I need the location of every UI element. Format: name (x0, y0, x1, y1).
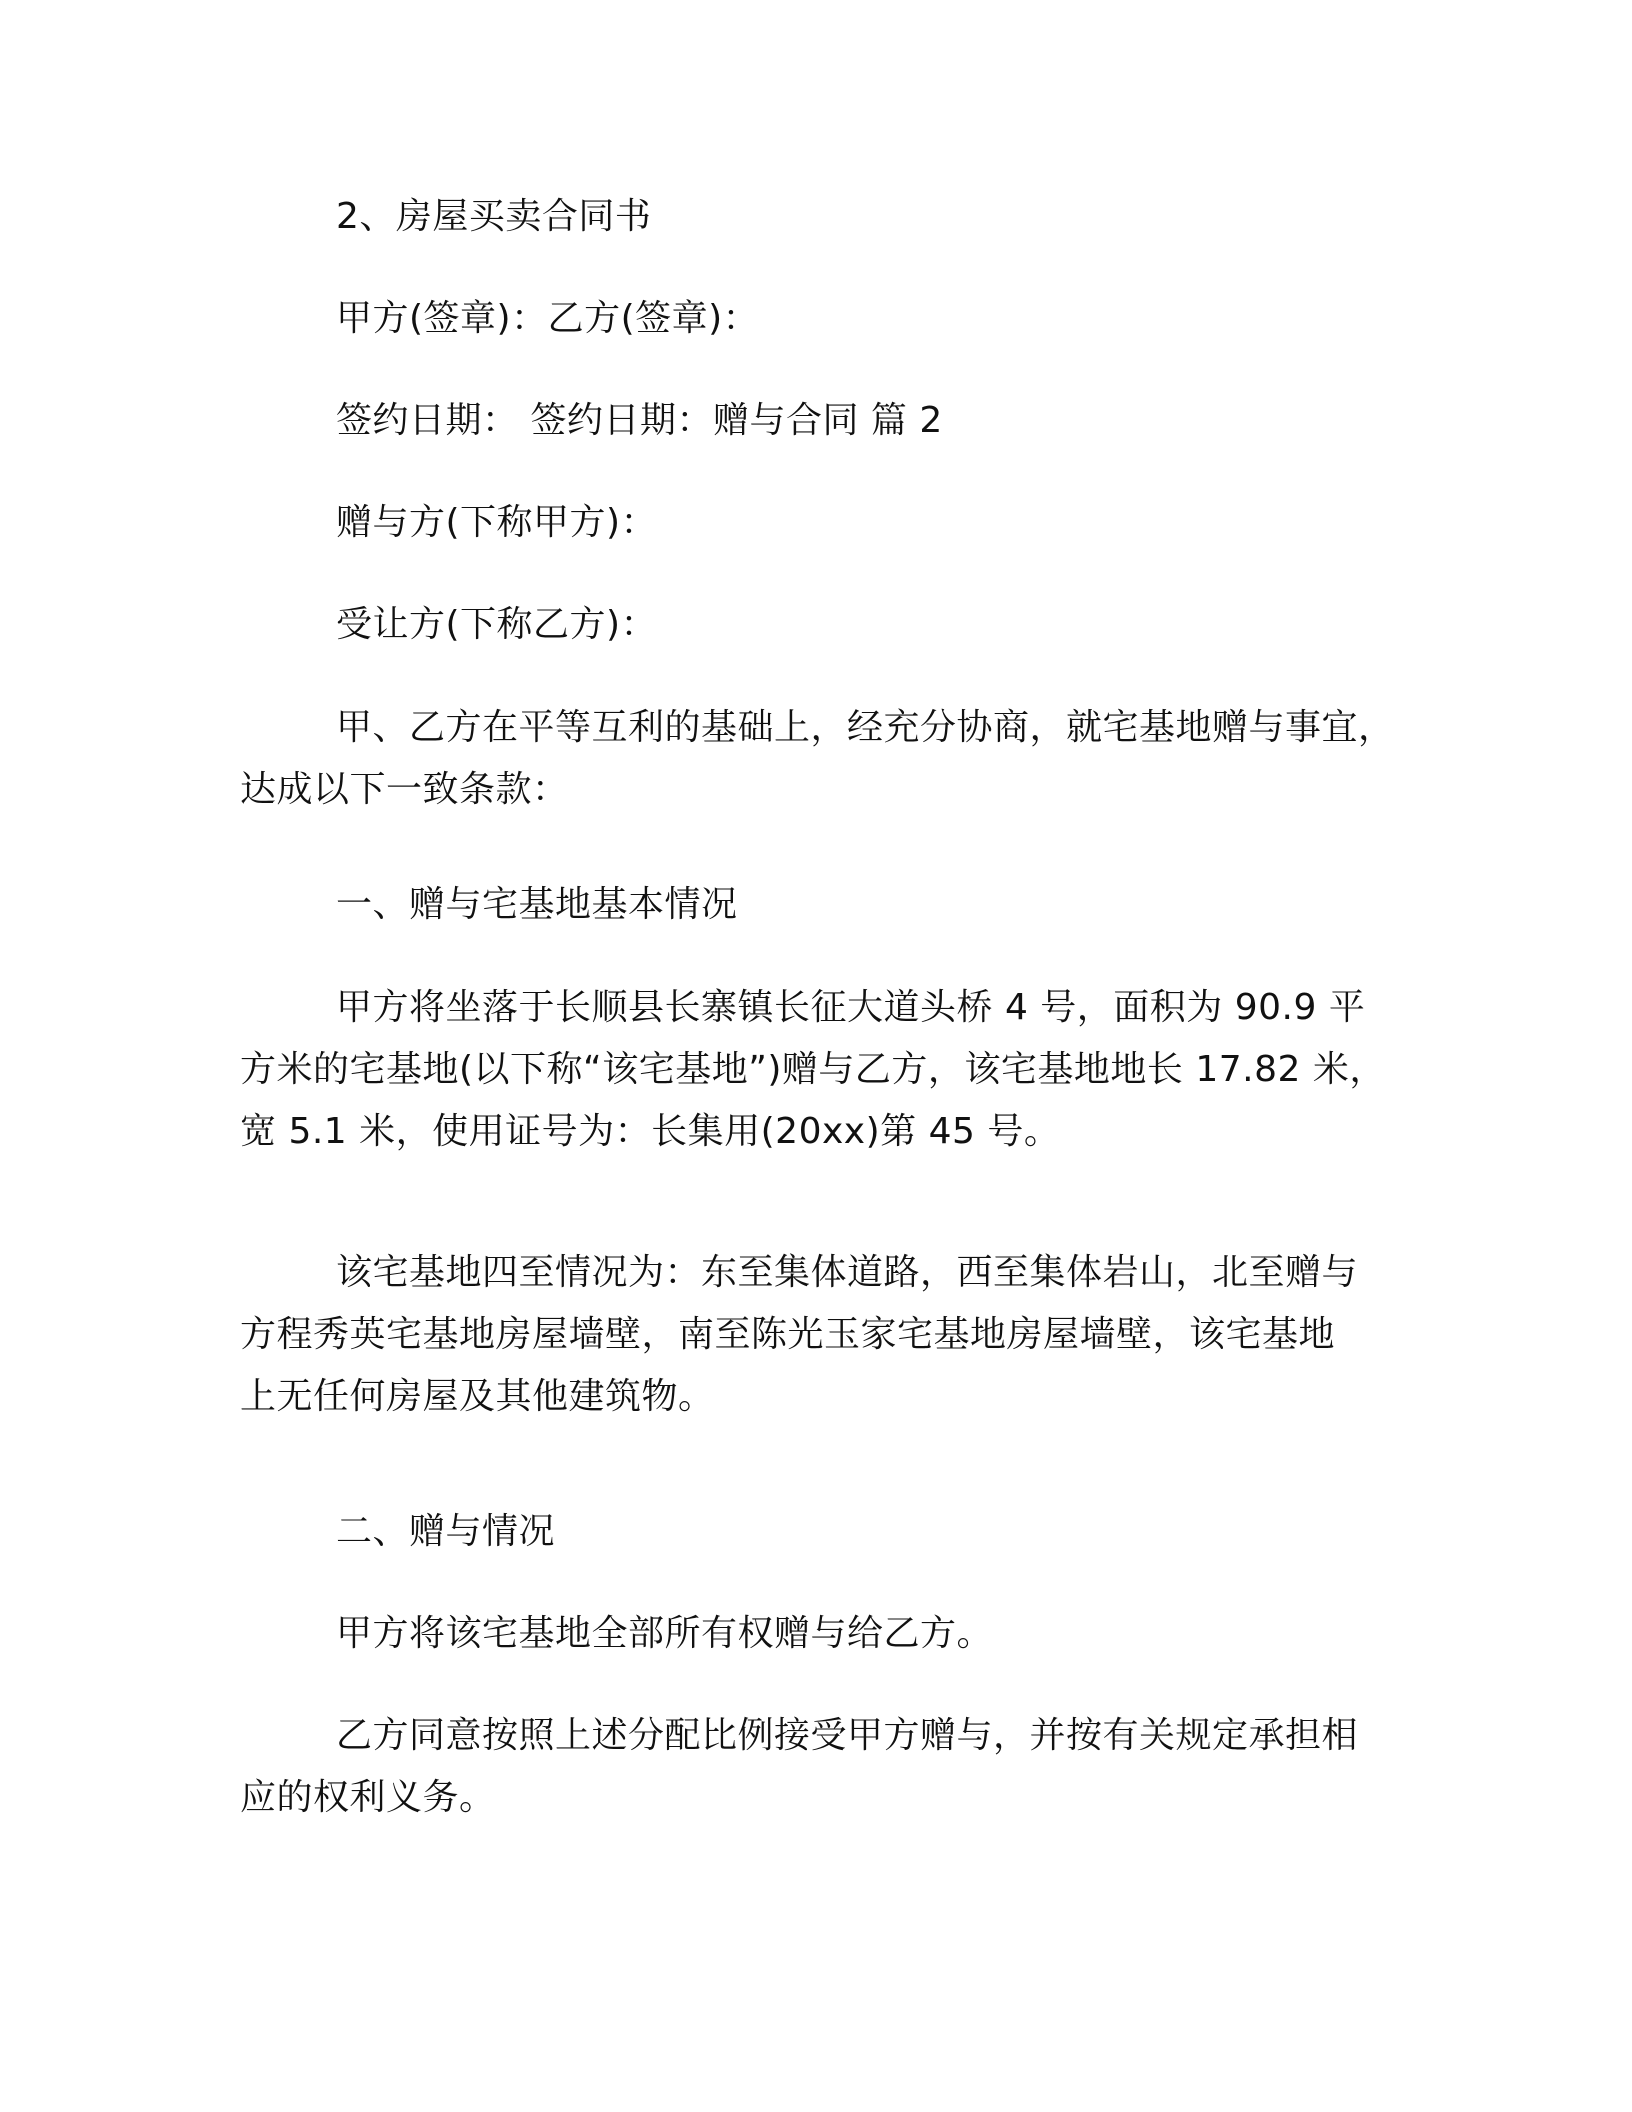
text-line: 甲方将该宅基地全部所有权赠与给乙方。 (336, 1613, 994, 1654)
section-heading-1 (240, 874, 1420, 936)
donor-line (240, 492, 1420, 554)
section-title (240, 186, 1420, 248)
text-line: 方米的宅基地(以下称“该宅基地”)赠与乙方，该宅基地地长 17.82 米， (240, 1049, 1386, 1090)
text-line: 甲方(签章)：乙方(签章)： (336, 298, 760, 339)
text-line: 乙方同意按照上述分配比例接受甲方赠与，并按有关规定承担相 (336, 1715, 1359, 1756)
intro-paragraph (240, 697, 1420, 821)
boundary-paragraph (240, 1242, 1420, 1428)
text-line: 应的权利义务。 (240, 1777, 496, 1818)
acceptance-paragraph (240, 1705, 1420, 1829)
text-line: 甲、乙方在平等互利的基础上，经充分协商，就宅基地赠与事宜， (336, 707, 1395, 748)
party-signature-line (240, 288, 1420, 350)
text-line: 上无任何房屋及其他建筑物。 (240, 1376, 715, 1417)
text-line: 一、赠与宅基地基本情况 (336, 884, 738, 925)
sign-date-line (240, 390, 1420, 452)
text-line: 赠与方(下称甲方)： (336, 502, 658, 543)
text-line: 2、房屋买卖合同书 (336, 196, 652, 237)
text-line: 该宅基地四至情况为：东至集体道路，西至集体岩山，北至赠与 (336, 1252, 1359, 1293)
text-line: 二、赠与情况 (336, 1511, 556, 1552)
text-line: 宽 5.1 米，使用证号为：长集用(20xx)第 45 号。 (240, 1111, 1061, 1152)
land-description-paragraph (240, 977, 1420, 1163)
text-line: 签约日期： 签约日期：赠与合同 篇 2 (336, 400, 943, 441)
text-line: 达成以下一致条款： (240, 769, 569, 810)
text-line: 受让方(下称乙方)： (336, 604, 658, 645)
gift-statement-paragraph (240, 1603, 1420, 1665)
section-heading-2 (240, 1501, 1420, 1563)
recipient-line (240, 594, 1420, 656)
text-line: 甲方将坐落于长顺县长寨镇长征大道头桥 4 号，面积为 90.9 平 (336, 987, 1366, 1028)
text-line: 方程秀英宅基地房屋墙壁，南至陈光玉家宅基地房屋墙壁，该宅基地 (240, 1314, 1336, 1355)
